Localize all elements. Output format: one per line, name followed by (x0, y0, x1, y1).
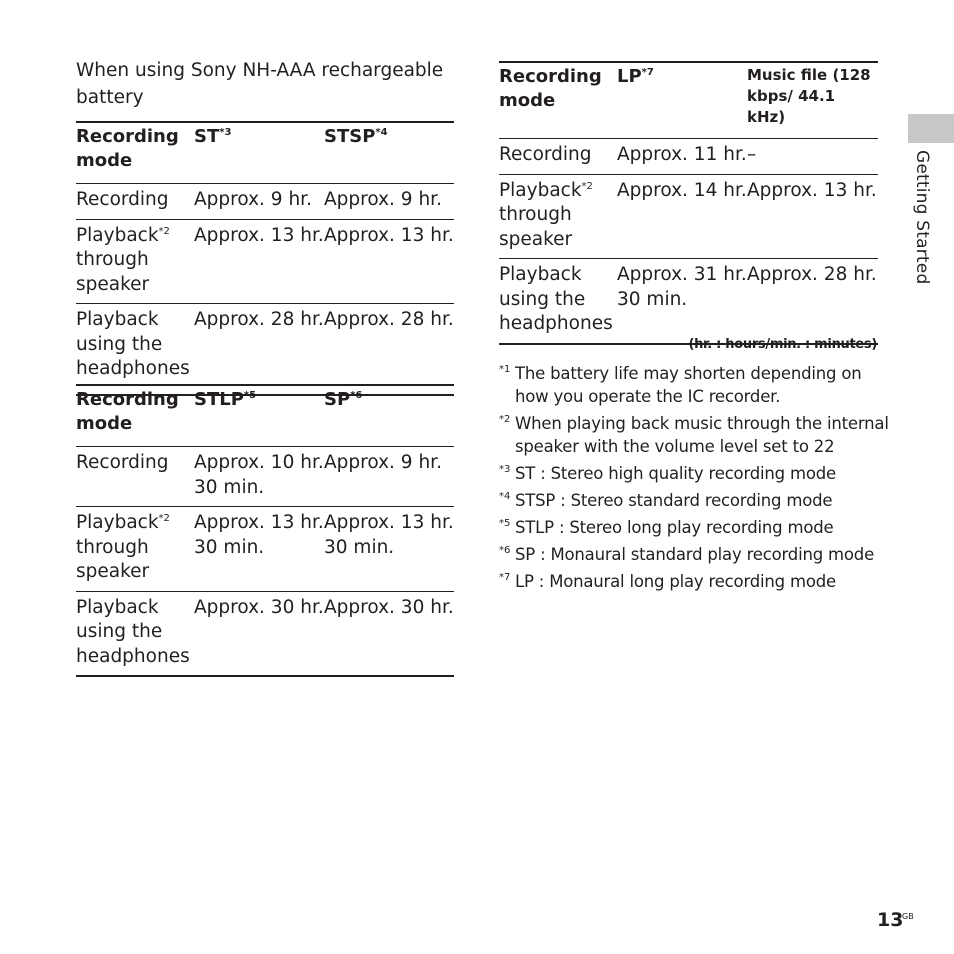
footnote-3: *3 ST : Stereo high quality recording mode (499, 464, 836, 483)
header-stsp: STSP$^{*4}$ (324, 122, 454, 184)
row-value: Approx. 13 hr. (747, 174, 878, 259)
table-row (76, 447, 454, 507)
row-value: Approx. 30 hr. (194, 591, 324, 676)
footnote-2: *2 When playing back music through the internal speaker with the volume level set to 22 (499, 414, 889, 456)
table-row (76, 507, 454, 592)
row-value: Approx. 9 hr. (324, 447, 454, 507)
row-label: Recording (76, 447, 194, 507)
row-label: Playback$^{*2}$ through speaker (76, 507, 194, 592)
table-row (499, 139, 878, 175)
row-value: – (747, 139, 878, 175)
footnote-1: *1 The battery life may shorten depending on how you operate the IC recorder. (499, 364, 862, 406)
table-row (499, 174, 878, 259)
row-value: Approx. 9 hr. (324, 184, 454, 220)
row-value: Approx. 11 hr. (617, 139, 747, 175)
page-suffix: GB (902, 912, 914, 921)
row-value: Approx. 28 hr. (194, 304, 324, 395)
table-row (499, 259, 878, 344)
header-lp: LP$^{*7}$ (617, 62, 747, 139)
section-tab-marker (908, 114, 954, 143)
table-row (76, 304, 454, 395)
footnote-6: *6 SP : Monaural standard play recording mode (499, 545, 875, 564)
row-value: Approx. 28 hr. (324, 304, 454, 395)
footnotes (499, 362, 891, 597)
row-value: Approx. 13 hr. (194, 219, 324, 304)
table-row (76, 184, 454, 220)
battery-table-lp-music (499, 61, 878, 345)
footnote-5: *5 STLP : Stereo long play recording mode (499, 518, 834, 537)
section-side-label: Getting Started (912, 150, 932, 285)
row-label: Recording (76, 184, 194, 220)
table-header-row (499, 62, 878, 139)
table-row (76, 591, 454, 676)
table-row (76, 219, 454, 304)
footnote-4: *4 STSP : Stereo standard recording mode (499, 491, 833, 510)
row-value: Approx. 31 hr. 30 min. (617, 259, 747, 344)
battery-table-st-stsp (76, 121, 454, 396)
table-header-row (76, 385, 454, 447)
header-music-file: Music file (128 kbps/ 44.1 kHz) (747, 62, 878, 139)
header-recording-mode: Recording mode (76, 385, 194, 447)
row-value: Approx. 13 hr. 30 min. (324, 507, 454, 592)
row-value: Approx. 13 hr. 30 min. (194, 507, 324, 592)
row-label: Playback using the headphones (499, 259, 617, 344)
row-value: Approx. 30 hr. (324, 591, 454, 676)
row-label: Playback using the headphones (76, 591, 194, 676)
footnote-7: *7 LP : Monaural long play recording mode (499, 572, 836, 591)
row-value: Approx. 28 hr. (747, 259, 878, 344)
units-note: (hr. : hours/min. : minutes) (688, 337, 877, 352)
intro-heading: When using Sony NH-AAA rechargeable battery (76, 60, 444, 108)
table-header-row (76, 122, 454, 184)
battery-table-stlp-sp (76, 384, 454, 677)
header-sp: SP$^{*6}$ (324, 385, 454, 447)
header-stlp: STLP$^{*5}$ (194, 385, 324, 447)
page-number: 13 (877, 909, 904, 931)
row-label: Playback using the headphones (76, 304, 194, 395)
row-value: Approx. 10 hr. 30 min. (194, 447, 324, 507)
header-recording-mode: Recording mode (499, 62, 617, 139)
row-value: Approx. 14 hr. (617, 174, 747, 259)
row-label: Playback$^{*2}$ through speaker (499, 174, 617, 259)
row-label: Recording (499, 139, 617, 175)
header-st: ST$^{*3}$ (194, 122, 324, 184)
row-value: Approx. 9 hr. (194, 184, 324, 220)
row-value: Approx. 13 hr. (324, 219, 454, 304)
header-recording-mode: Recording mode (76, 122, 194, 184)
row-label: Playback$^{*2}$ through speaker (76, 219, 194, 304)
